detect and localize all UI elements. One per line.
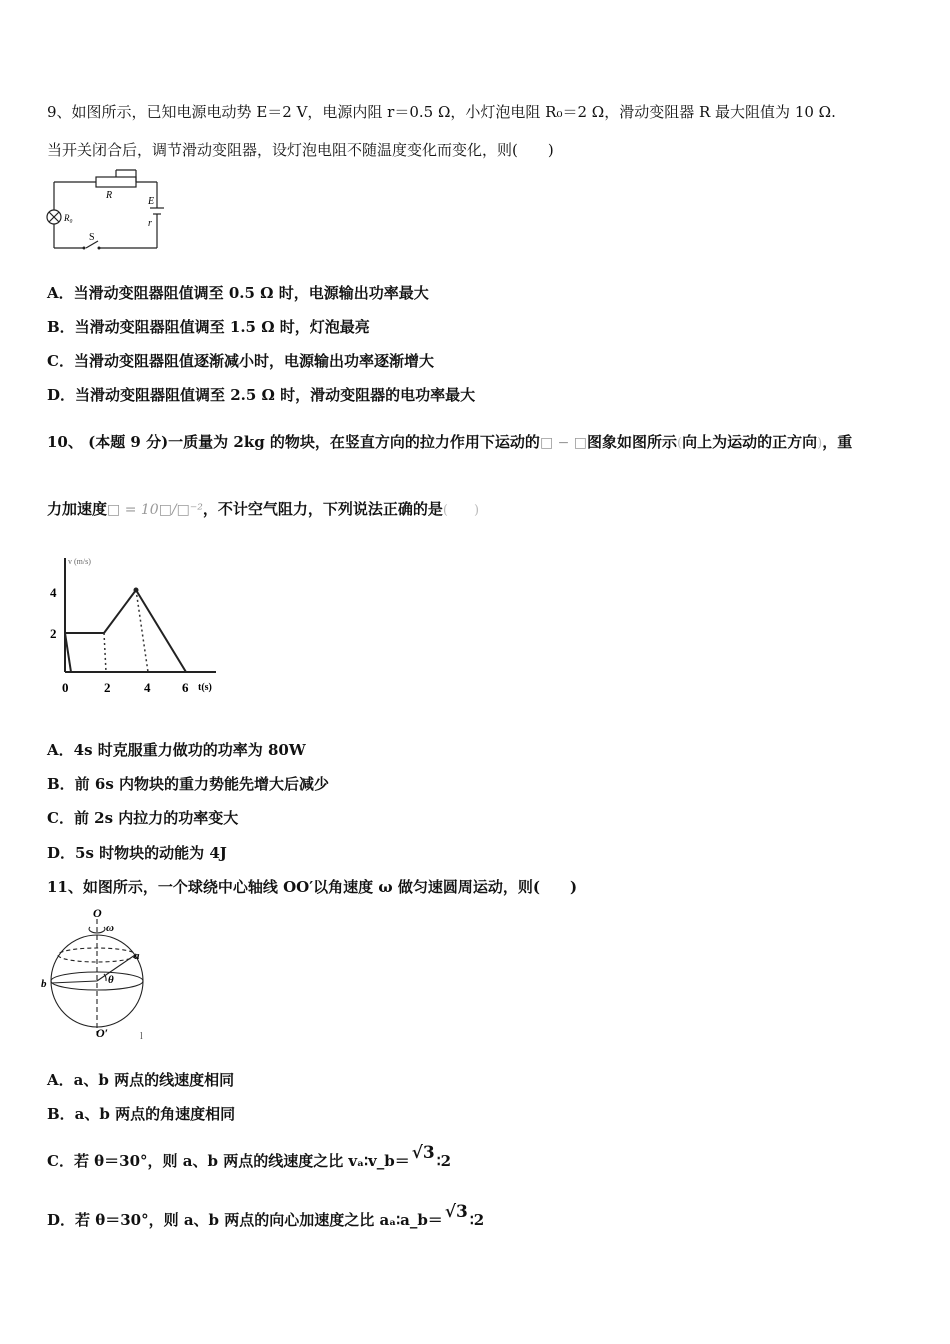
x-tick-0: 0 (62, 680, 69, 695)
label-R0: R₀ (64, 213, 73, 223)
q10-stem-part3: 向上为运动的正方向 (682, 433, 818, 451)
q9-stem-line1: 9、如图所示，已知电源电动势 E＝2 V，电源内阻 r＝0.5 Ω，小灯泡电阻 R₀＝2 Ω，滑动变阻器 R 最大阻值为 10 Ω. (47, 103, 836, 121)
q11-option-d-ratio: ∶2 (469, 1211, 485, 1229)
q10-formula-g: □ = 10□/□⁻² (107, 502, 203, 518)
y-tick-2: 2 (50, 626, 57, 641)
q11-option-b[interactable]: B．a、b 两点的角速度相同 (47, 1105, 236, 1123)
q10-stem-part5: 力加速度 (47, 500, 108, 518)
q11-option-c-text: C．若 θ＝30°，则 a、b 两点的线速度之比 vₐ∶v_b＝ (47, 1152, 410, 1170)
q10-option-c[interactable]: C．前 2s 内拉力的功率变大 (47, 809, 239, 827)
q10-stem-part4: ，重 (822, 433, 853, 451)
resistor-R (96, 177, 136, 187)
label-b: b (41, 978, 47, 990)
q10-stem-line1: 10、 (本题 9 分)一质量为 2kg 的物块，在竖直方向的拉力作用下运动的□ − □图象如图所示(向上为运动的正方向)，重 (47, 433, 853, 451)
q9-option-b[interactable]: B．当滑动变阻器阻值调至 1.5 Ω 时，灯泡最亮 (47, 318, 370, 336)
q9-option-c[interactable]: C．当滑动变阻器阻值逐渐减小时，电源输出功率逐渐增大 (47, 352, 434, 370)
q10-stem-part2: 图象如图所示 (587, 433, 678, 451)
q10-option-a[interactable]: A．4s 时克服重力做功的功率为 80W (47, 741, 306, 759)
q9-option-d[interactable]: D．当滑动变阻器阻值调至 2.5 Ω 时，滑动变阻器的电功率最大 (47, 386, 476, 404)
x-axis-label: t(s) (198, 682, 212, 693)
x-tick-4: 4 (144, 680, 151, 695)
q9-option-a[interactable]: A．当滑动变阻器阻值调至 0.5 Ω 时，电源输出功率最大 (47, 284, 429, 302)
q11-option-d-text: D．若 θ＝30°，则 a、b 两点的向心加速度之比 aₐ∶a_b＝ (47, 1211, 443, 1229)
q10-stem-part6: ，不计空气阻力，下列说法正确的是 (202, 500, 443, 518)
q9-stem-line2: 当开关闭合后，调节滑动变阻器，设灯泡电阻不随温度变化而变化，则( ) (47, 141, 554, 159)
label-O-prime: O′ (96, 1026, 109, 1040)
q11-option-c[interactable] (47, 1143, 452, 1171)
y-axis-label: v (m/s) (68, 557, 91, 566)
q10-stem-line2 (47, 499, 479, 521)
label-R: R (106, 190, 113, 201)
q10-stem-part1: 10、 (本题 9 分)一质量为 2kg 的物块，在竖直方向的拉力作用下运动的 (47, 433, 540, 451)
q11-option-c-sqrt: √3 (411, 1143, 435, 1163)
label-r: r (148, 218, 152, 229)
radius-to-b (51, 981, 97, 983)
q10-option-b[interactable]: B．前 6s 内物块的重力势能先增大后减少 (47, 775, 330, 793)
q10-vt-graph (44, 552, 229, 702)
q10-formula-vt: □ − □ (539, 435, 588, 451)
label-omega: ω (106, 922, 114, 934)
label-a: a (134, 950, 140, 962)
q10-answer-paren: ( ) (442, 503, 480, 518)
q10-option-d[interactable]: D．5s 时物块的动能为 4J (47, 844, 227, 862)
q11-option-d-sqrt: √3 (444, 1202, 468, 1222)
label-O: O (93, 906, 102, 920)
label-theta: θ (108, 974, 114, 986)
q9-circuit-diagram (44, 168, 169, 260)
x-tick-2: 2 (104, 680, 111, 695)
q11-option-c-ratio: ∶2 (436, 1152, 452, 1170)
q11-option-a[interactable]: A．a、b 两点的线速度相同 (47, 1071, 235, 1089)
label-S: S (89, 232, 95, 243)
graph-line (65, 590, 186, 672)
x-tick-6: 6 (182, 680, 189, 695)
q11-sphere-diagram (40, 903, 160, 1043)
stray-mark: l (140, 1031, 143, 1042)
q11-option-d[interactable] (47, 1202, 485, 1230)
y-tick-4: 4 (50, 585, 57, 600)
radius-to-a (97, 955, 135, 981)
q11-stem-line1: 11、如图所示，一个球绕中心轴线 OO′以角速度 ω 做匀速圆周运动，则( ) (47, 878, 578, 896)
label-E: E (148, 196, 155, 207)
